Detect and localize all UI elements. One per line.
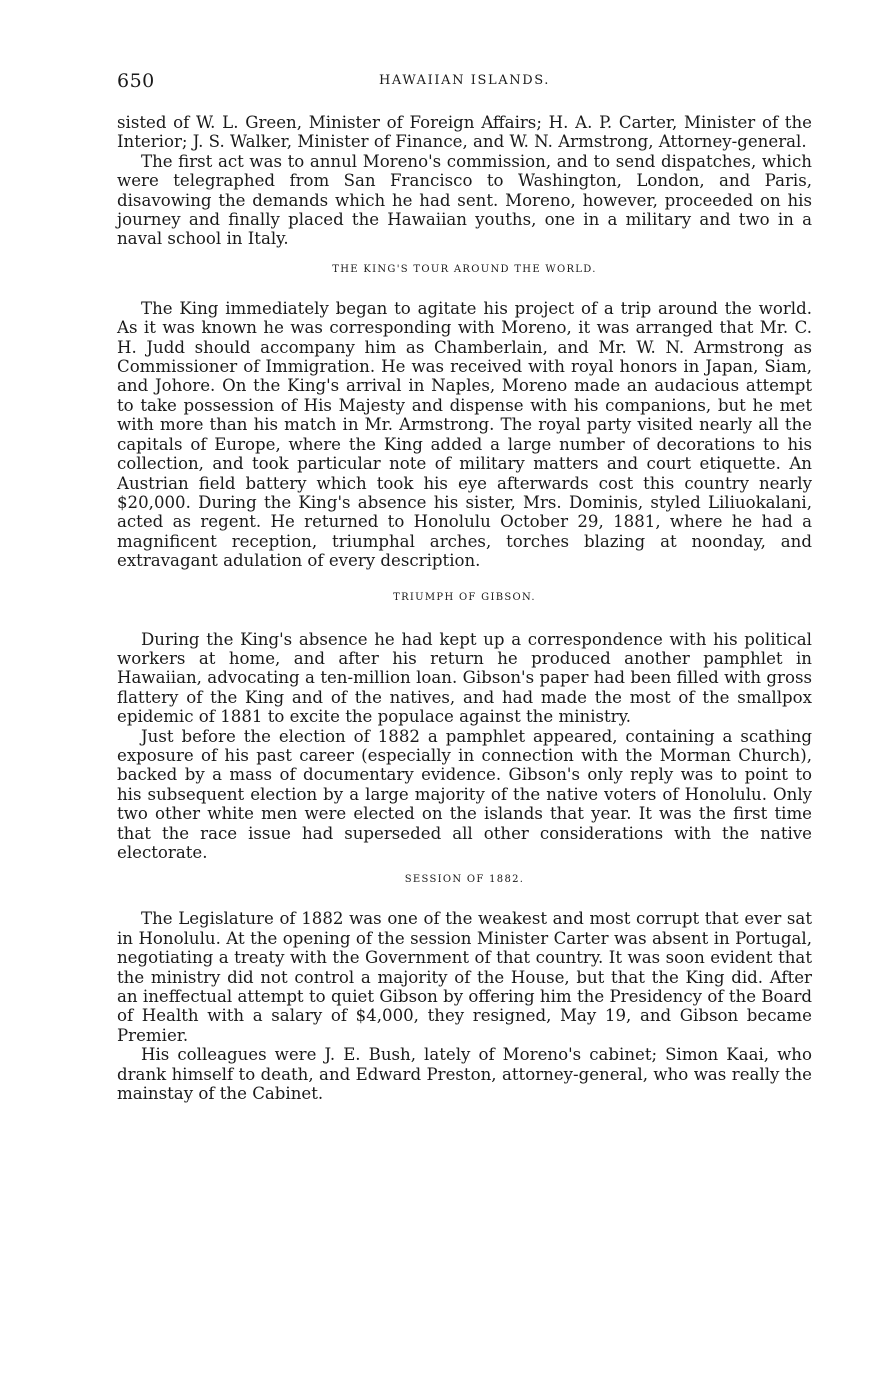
paragraph-colleagues: His colleagues were J. E. Bush, lately of Moreno's cabinet; Simon Kaai, who drank himself to death, and Edward Preston, attorney-general, who was really the mainstay of the Cabinet.: [117, 1045, 812, 1104]
paragraph-election-1882: Just before the election of 1882 a pamphlet appeared, containing a scathing exposure of his past career (especially in connection with the Morman Church), backed by a mass of documentary evidence. Gibson's only reply was to point to his subsequent election by a large majority of the native voters of Honolulu. Only two other white men were elected on the islands that year. It was the first time that the race issue had superseded all other considerations with the native electorate.: [117, 726, 812, 862]
paragraph-continuation: sisted of W. L. Green, Minister of Foreign Affairs; H. A. P. Carter, Minister of the Interior; J. S. Walker, Minister of Finance, and W. N. Armstrong, Attorney-general.: [117, 113, 812, 152]
paragraph-correspondence: During the King's absence he had kept up a correspondence with his political workers at home, and after his return he produced another pamphlet in Hawaiian, advocating a ten-million loan. Gibson's paper had been filled with gross flattery of the King and of the natives, and had made the most of the smallpox epidemic of 1881 to excite the populace against the ministry.: [117, 629, 812, 727]
section-heading-session-1882: SESSION OF 1882.: [404, 874, 525, 886]
paragraph-annul-commission: The first act was to annul Moreno's commission, and to send dispatches, which were telegraphed from San Francisco to Washington, London, and Paris, disavowing the demands which he had sent. Moreno, however, proceeded on his journey and finally placed the Hawaiian youths, one in a military and two in a naval school in Italy.: [117, 151, 812, 249]
paragraph-kings-tour: The King immediately began to agitate his project of a trip around the world. As it was known he was corresponding with Moreno, it was arranged that Mr. C. H. Judd should accompany him as Chamberlain, and Mr. W. N. Armstrong as Commissioner of Immigration. He was received with royal honors in Japan, Siam, and Johore. On the King's arrival in Naples, Moreno made an audacious attempt to take possession of His Majesty and dispense with his companions, but he met with more than his match in Mr. Armstrong. The royal party visited nearly all the capitals of Europe, where the King added a large number of decorations to his collection, and took particular note of military matters and court etiquette. An Austrian field battery which took his eye afterwards cost this country nearly $20,000. During the King's absence his sister, Mrs. Dominis, styled Liliuokalani, acted as regent. He returned to Honolulu October 29, 1881, where he had a magnificent reception, triumphal arches, torches blazing at noonday, and extravagant adulation of every description.: [117, 298, 812, 571]
page-number: 650: [117, 70, 155, 92]
running-title: HAWAIIAN ISLANDS.: [378, 73, 551, 88]
section-heading-triumph-of-gibson: TRIUMPH OF GIBSON.: [393, 591, 536, 603]
page-body: [117, 113, 812, 1103]
section-heading-kings-tour: THE KING'S TOUR AROUND THE WORLD.: [332, 263, 597, 275]
page-header: [117, 70, 812, 94]
paragraph-legislature: The Legislature of 1882 was one of the weakest and most corrupt that ever sat in Honolulu. At the opening of the session Minister Carter was absent in Portugal, negotiating a treaty with the Government of that country. It was soon evident that the ministry did not control a majority of the House, but that the King did. After an ineffectual attempt to quiet Gibson by offering him the Presidency of the Board of Health with a salary of $4,000, they resigned, May 19, and Gibson became Premier.: [117, 909, 812, 1045]
